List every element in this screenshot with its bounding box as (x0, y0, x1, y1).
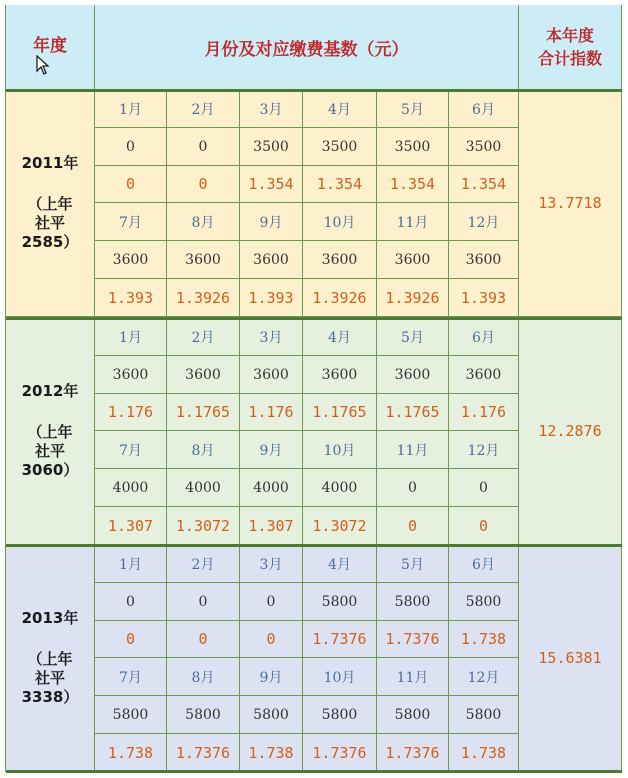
month-cell: 9月 (240, 431, 303, 469)
month-cell: 9月 (240, 203, 303, 241)
month-cell: 4月 (303, 318, 377, 356)
base-cell: 4000 (95, 469, 167, 507)
header-month-base: 月份及对应缴费基数（元） (95, 5, 519, 90)
index-cell: 1.1765 (167, 394, 240, 431)
base-cell: 3500 (240, 128, 303, 166)
month-cell: 2月 (167, 90, 240, 128)
month-cell: 7月 (95, 658, 167, 696)
base-cell: 3600 (167, 356, 240, 394)
month-cell: 3月 (240, 90, 303, 128)
base-cell: 0 (167, 128, 240, 166)
month-cell: 10月 (303, 203, 377, 241)
index-cell: 1.393 (449, 279, 519, 317)
table-bottom-line (6, 770, 622, 773)
index-cell: 1.393 (95, 279, 167, 317)
month-cell: 2月 (167, 318, 240, 356)
month-cell: 4月 (303, 545, 377, 583)
year-note-line: 3060） (21, 460, 79, 479)
index-cell: 1.738 (95, 734, 167, 772)
base-cell: 5800 (303, 583, 377, 621)
index-cell: 1.176 (95, 394, 167, 431)
base-cell: 0 (95, 583, 167, 621)
index-cell: 1.393 (240, 279, 303, 317)
year-note-line: 社平 (34, 668, 65, 687)
year-label: 2011年 (21, 153, 79, 172)
year-total: 12.2876 (519, 318, 622, 545)
month-cell: 5月 (377, 545, 449, 583)
index-cell: 1.176 (449, 394, 519, 431)
year-separator (6, 544, 622, 547)
year-note-line: （上年 (27, 422, 73, 441)
year-separator (6, 89, 622, 92)
year-note-line: 3338） (21, 687, 79, 706)
base-cell: 3600 (95, 356, 167, 394)
base-cell: 0 (449, 469, 519, 507)
base-cell: 0 (167, 583, 240, 621)
index-cell: 1.3072 (167, 507, 240, 545)
index-cell: 1.307 (240, 507, 303, 545)
index-cell: 1.738 (449, 621, 519, 658)
index-cell: 1.354 (240, 166, 303, 203)
index-cell: 1.354 (303, 166, 377, 203)
month-cell: 2月 (167, 545, 240, 583)
base-cell: 3600 (303, 356, 377, 394)
base-cell: 3500 (303, 128, 377, 166)
index-cell: 1.3926 (167, 279, 240, 317)
base-cell: 5800 (377, 696, 449, 734)
index-cell: 1.7376 (377, 621, 449, 658)
index-cell: 1.354 (449, 166, 519, 203)
month-cell: 6月 (449, 318, 519, 356)
month-cell: 10月 (303, 431, 377, 469)
year-cell (6, 545, 95, 772)
base-cell: 3600 (240, 356, 303, 394)
month-cell: 4月 (303, 90, 377, 128)
base-cell: 4000 (303, 469, 377, 507)
base-cell: 3600 (377, 241, 449, 279)
base-cell: 4000 (240, 469, 303, 507)
header-total-line-2: 合计指数 (537, 49, 602, 68)
index-cell: 1.7376 (303, 734, 377, 772)
month-cell: 7月 (95, 431, 167, 469)
base-cell: 3600 (449, 241, 519, 279)
month-cell: 5月 (377, 318, 449, 356)
index-cell: 1.1765 (303, 394, 377, 431)
index-cell: 1.7376 (167, 734, 240, 772)
header-total (519, 5, 622, 90)
base-cell: 0 (240, 583, 303, 621)
index-cell: 1.3072 (303, 507, 377, 545)
year-label: 2013年 (21, 608, 79, 627)
base-cell: 5800 (167, 696, 240, 734)
year-note-line: 社平 (34, 441, 65, 460)
base-cell: 5800 (449, 696, 519, 734)
index-cell: 0 (95, 621, 167, 658)
month-cell: 8月 (167, 658, 240, 696)
index-cell: 0 (95, 166, 167, 203)
month-cell: 3月 (240, 545, 303, 583)
base-cell: 3500 (449, 128, 519, 166)
year-cell (6, 90, 95, 317)
year-note-line: 2585） (21, 232, 79, 251)
index-cell: 0 (449, 507, 519, 545)
month-cell: 1月 (95, 90, 167, 128)
header-total-line-1: 本年度 (545, 26, 594, 45)
month-cell: 7月 (95, 203, 167, 241)
month-cell: 11月 (377, 203, 449, 241)
base-cell: 3600 (240, 241, 303, 279)
month-cell: 12月 (449, 203, 519, 241)
month-cell: 5月 (377, 90, 449, 128)
year-label: 2012年 (21, 381, 79, 400)
year-total: 15.6381 (519, 545, 622, 772)
index-cell: 1.3926 (377, 279, 449, 317)
index-cell: 0 (167, 621, 240, 658)
base-cell: 0 (95, 128, 167, 166)
base-cell: 5800 (95, 696, 167, 734)
base-cell: 3600 (377, 356, 449, 394)
index-cell: 0 (167, 166, 240, 203)
index-cell: 0 (240, 621, 303, 658)
month-cell: 1月 (95, 545, 167, 583)
base-cell: 3500 (377, 128, 449, 166)
month-cell: 12月 (449, 658, 519, 696)
year-note-line: （上年 (27, 649, 73, 668)
year-total: 13.7718 (519, 90, 622, 317)
base-cell: 3600 (95, 241, 167, 279)
header-year: 年度 (6, 5, 95, 90)
index-cell: 0 (377, 507, 449, 545)
year-separator (6, 317, 622, 320)
base-cell: 4000 (167, 469, 240, 507)
month-cell: 1月 (95, 318, 167, 356)
month-cell: 3月 (240, 318, 303, 356)
index-cell: 1.7376 (377, 734, 449, 772)
index-cell: 1.1765 (377, 394, 449, 431)
month-cell: 8月 (167, 203, 240, 241)
base-cell: 3600 (449, 356, 519, 394)
month-cell: 6月 (449, 90, 519, 128)
base-cell: 5800 (449, 583, 519, 621)
index-cell: 1.307 (95, 507, 167, 545)
index-cell: 1.738 (449, 734, 519, 772)
base-cell: 3600 (167, 241, 240, 279)
year-note-line: （上年 (27, 194, 73, 213)
base-cell: 5800 (240, 696, 303, 734)
month-cell: 10月 (303, 658, 377, 696)
month-cell: 11月 (377, 658, 449, 696)
base-cell: 5800 (377, 583, 449, 621)
index-cell: 1.354 (377, 166, 449, 203)
year-cell (6, 318, 95, 545)
base-cell: 3600 (303, 241, 377, 279)
index-cell: 1.3926 (303, 279, 377, 317)
mouse-pointer-icon (36, 55, 50, 75)
month-cell: 11月 (377, 431, 449, 469)
month-cell: 8月 (167, 431, 240, 469)
month-cell: 6月 (449, 545, 519, 583)
month-cell: 12月 (449, 431, 519, 469)
base-cell: 0 (377, 469, 449, 507)
index-cell: 1.7376 (303, 621, 377, 658)
year-note-line: 社平 (34, 213, 65, 232)
base-cell: 5800 (303, 696, 377, 734)
index-cell: 1.176 (240, 394, 303, 431)
month-cell: 9月 (240, 658, 303, 696)
index-cell: 1.738 (240, 734, 303, 772)
